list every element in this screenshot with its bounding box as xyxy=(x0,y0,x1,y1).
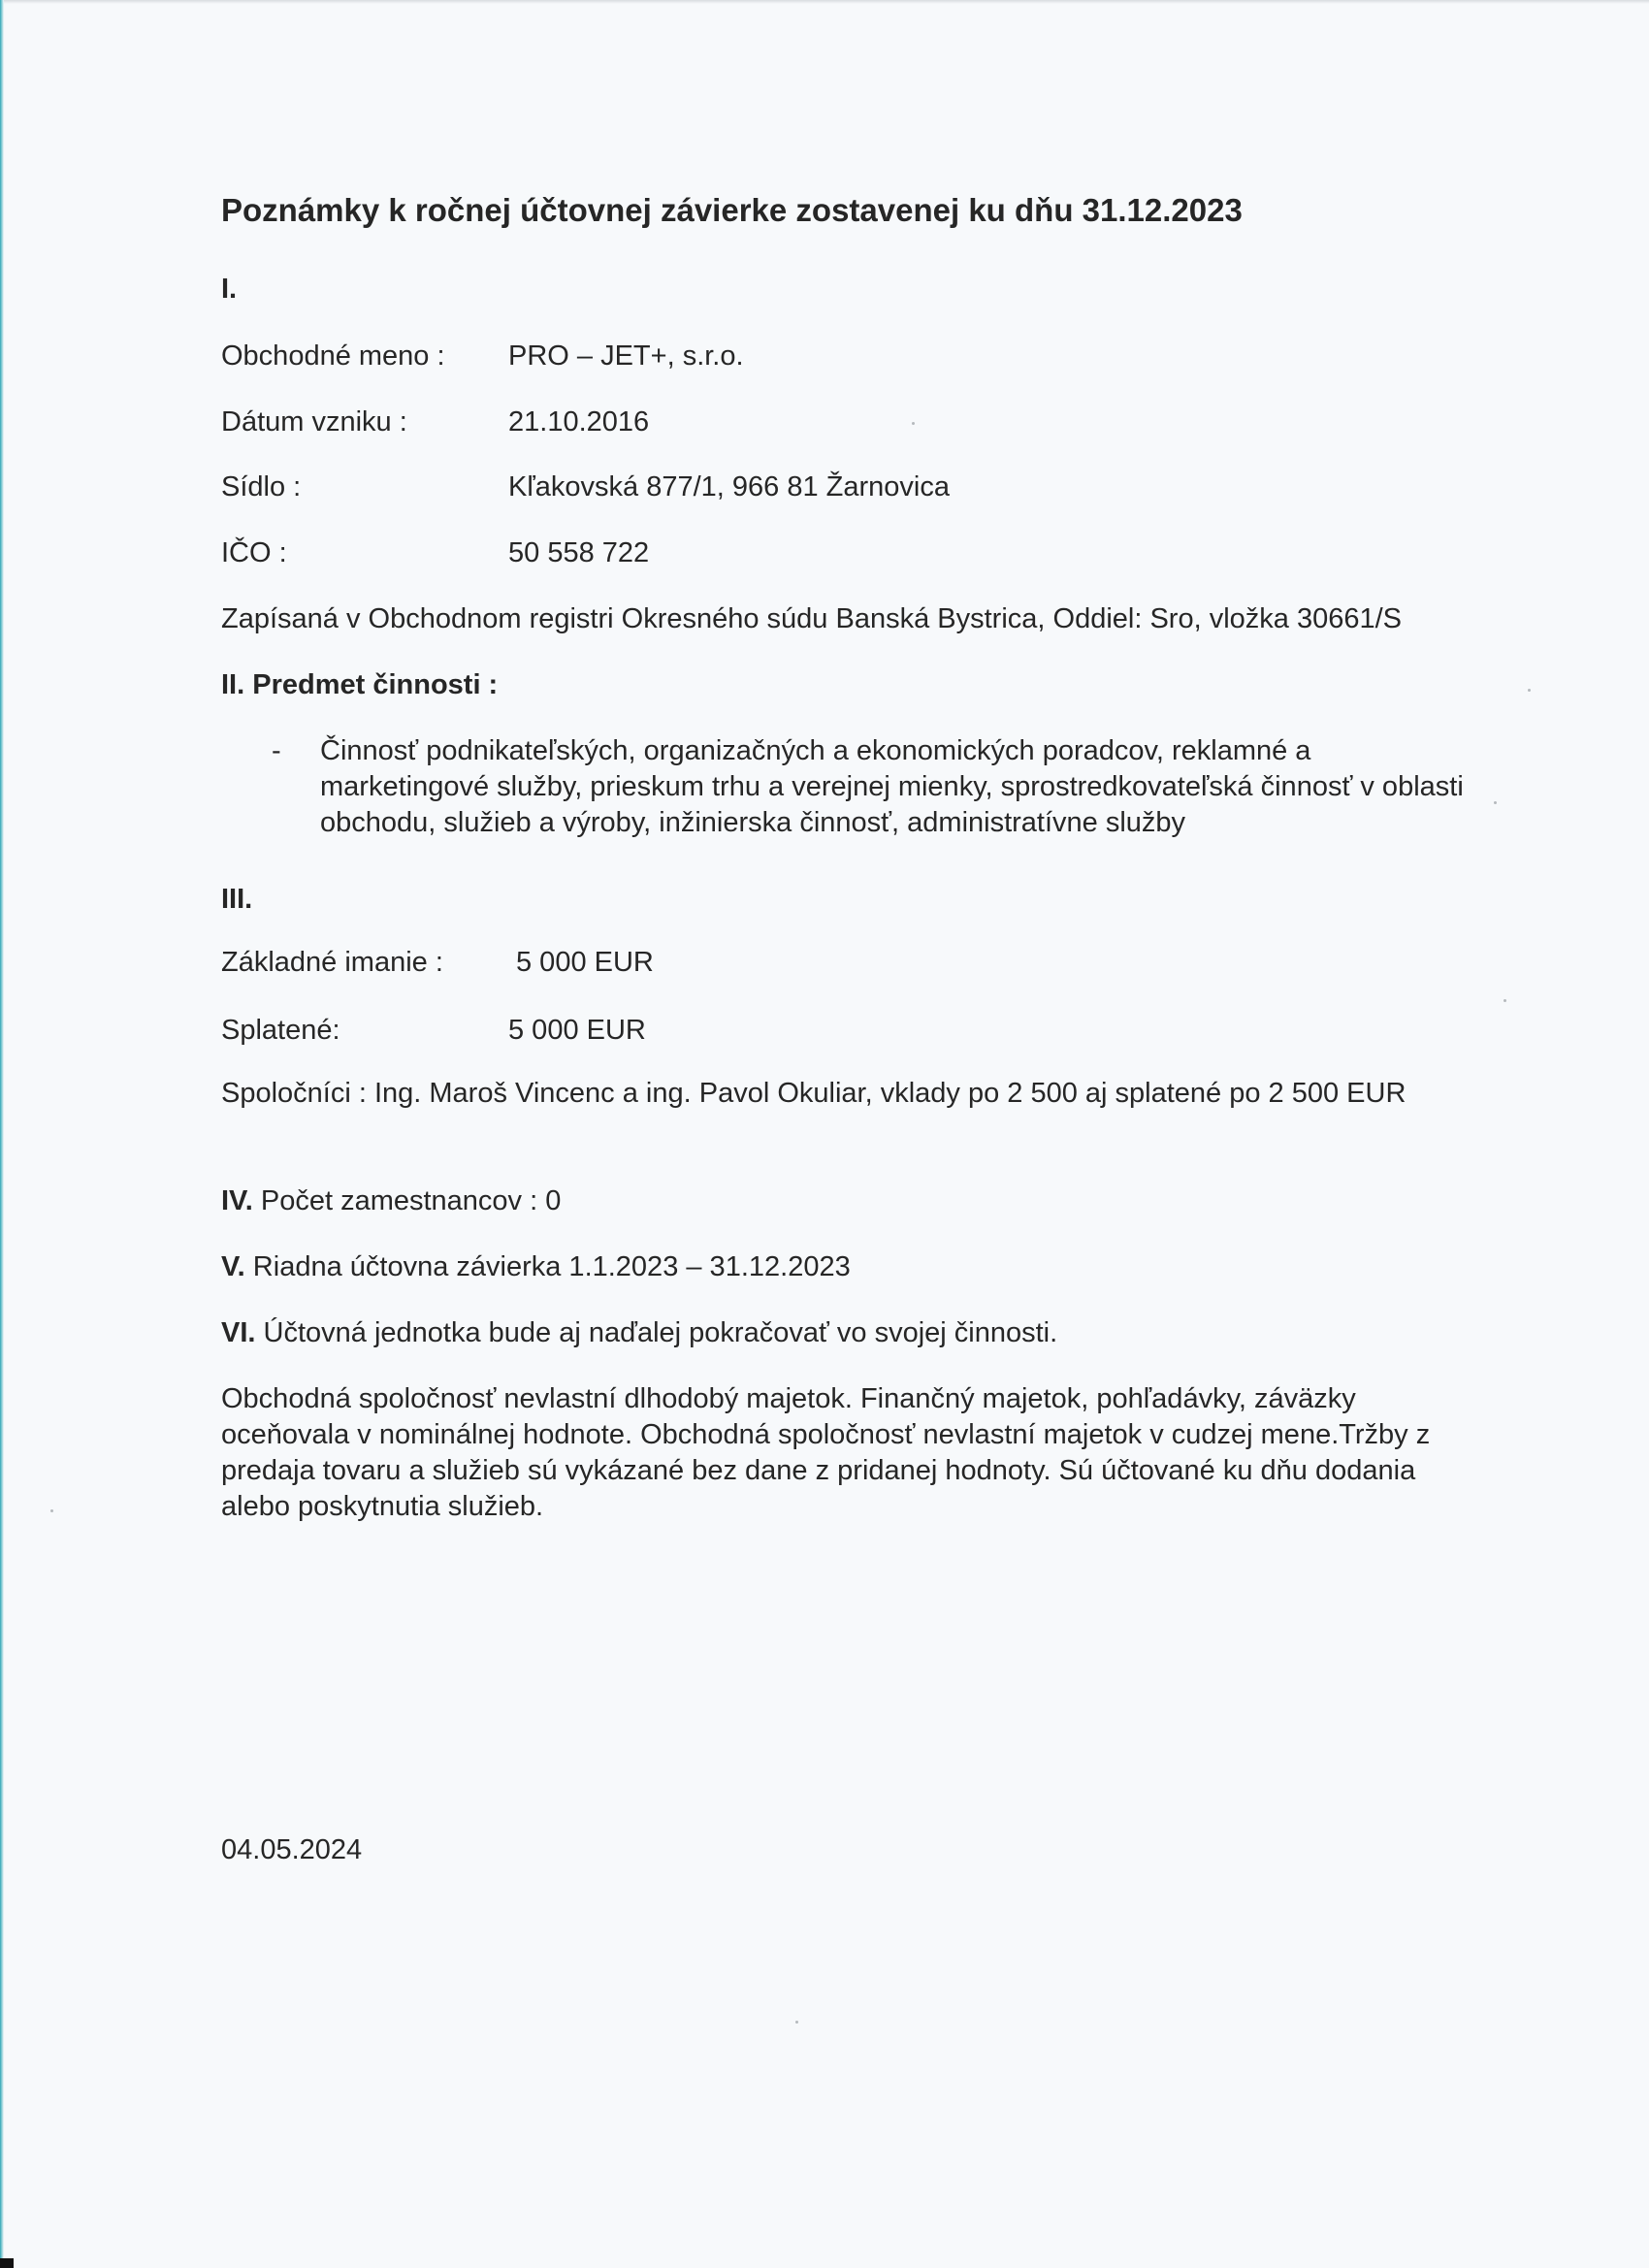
ico-label: IČO : xyxy=(221,537,287,568)
section-6-prefix: VI. xyxy=(221,1317,256,1348)
founding-date-label: Dátum vzniku : xyxy=(221,406,407,437)
employee-count-text: Počet zamestnancov : 0 xyxy=(252,1185,562,1216)
registration-text: Zapísaná v Obchodnom registri Okresného súdu Banská Bystrica, Oddiel: Sro, vložka 30661/S xyxy=(221,603,1403,634)
scan-speck xyxy=(1528,689,1531,692)
document-date: 04.05.2024 xyxy=(221,1834,363,1865)
capital-label: Základné imanie : xyxy=(221,947,443,978)
partners-text: Spoločníci : Ing. Maroš Vincenc a ing. Pavol Okuliar, vklady po 2 500 aj splatené po 2 500 EUR xyxy=(221,1078,1406,1109)
scan-speck xyxy=(795,2021,798,2024)
address-value: Kľakovská 877/1, 966 81 Žarnovica xyxy=(508,471,951,502)
founding-date-value: 21.10.2016 xyxy=(508,406,650,437)
business-activities-text: Činnosť podnikateľských, organizačných a ekonomických poradcov, reklamné a marketingové služby, prieskum trhu a verejnej mienky, sprostredkovateľská činnosť v oblasti obchodu, služieb a výroby, inžinierska činnosť, administratívne služby xyxy=(320,735,1464,838)
section-1-heading: I. xyxy=(221,274,238,305)
capital-value: 5 000 EUR xyxy=(516,947,654,978)
accounting-period-text: Riadna účtovna závierka 1.1.2023 – 31.12.2023 xyxy=(244,1251,851,1282)
section-2-heading: II. Predmet činnosti : xyxy=(221,669,499,700)
section-4-line xyxy=(221,1183,561,1219)
section-5-prefix: V. xyxy=(221,1251,245,1282)
scan-speck xyxy=(50,1509,53,1512)
paid-value: 5 000 EUR xyxy=(508,1015,646,1046)
paid-label: Splatené: xyxy=(221,1015,340,1046)
section-6-line xyxy=(221,1314,1057,1351)
bullet-marker: - xyxy=(272,735,281,766)
company-name-value: PRO – JET+, s.r.o. xyxy=(508,340,744,372)
document-title: Poznámky k ročnej účtovnej závierke zostavenej ku dňu 31.12.2023 xyxy=(221,192,1243,228)
scan-speck xyxy=(912,422,915,425)
section-5-line xyxy=(221,1248,851,1285)
company-name-label: Obchodné meno : xyxy=(221,340,445,372)
section-4-prefix: IV. xyxy=(221,1185,253,1216)
closing-paragraph: Obchodná spoločnosť nevlastní dlhodobý majetok. Finančný majetok, pohľadávky, záväzky oceňovala v nominálnej hodnote. Obchodná spoločnosť nevlastní majetok v cudzej mene.Tržby z predaja tovaru a služieb sú vykázané bez dane z pridanej hodnoty. Sú účtované ku dňu dodania alebo poskytnutia služieb. xyxy=(221,1383,1431,1522)
scan-speck xyxy=(1504,999,1506,1002)
section-3-heading: III. xyxy=(221,884,253,915)
ico-value: 50 558 722 xyxy=(508,537,650,568)
address-label: Sídlo : xyxy=(221,471,302,502)
scan-edge-left xyxy=(0,0,4,2268)
scan-edge-corner xyxy=(0,2258,14,2268)
scan-edge-top xyxy=(0,0,1649,4)
scan-speck xyxy=(1494,801,1497,804)
going-concern-text: Účtovná jednotka bude aj naďalej pokračovať vo svojej činnosti. xyxy=(255,1317,1058,1348)
